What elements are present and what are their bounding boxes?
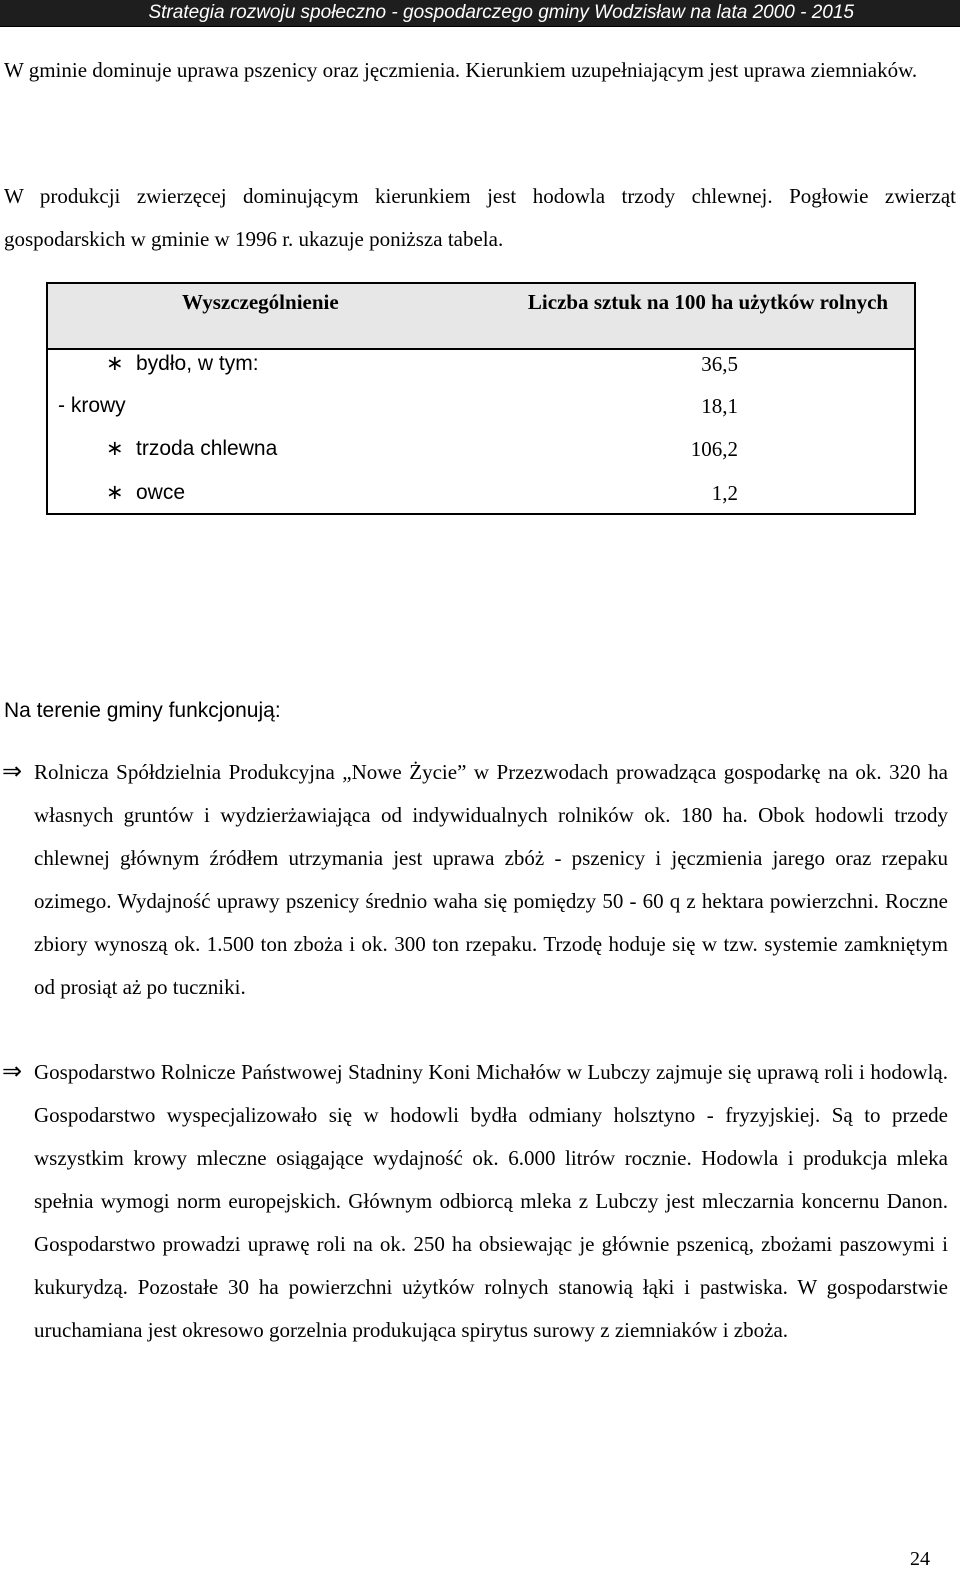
list-item-text: Gospodarstwo Rolnicze Państwowej Stadniny Koni Michałów w Lubczy zajmuje się uprawą roli i hodowlą. Gospodarstwo wyspecjalizowało się w hodowli bydła odmiany holsztyno - fryzyjskiej. Są to przede wszystkim krowy mleczne osiągające wydajność ok. 6.000 litrów rocznie. Hodowla i produkcja mleka spełnia wymogi norm europejskich. Głównym odbiorcą mleka z Lubczy jest mleczarnia koncernu Danon. Gospodarstwo prowadzi uprawę roli na ok. 250 ha obsiewając je głównie pszenicą, zbożami paszowymi i kukurydzą. Pozostałe 30 ha powierzchni użytków rolnych stanowią łąki i pastwiska. W gospodarstwie uruchamiana jest okresowo gorzelnia produkująca spirytus surowy z ziemniaków i zboża. — [34, 1060, 948, 1342]
paragraph-livestock: W produkcji zwierzęcej dominującym kierunkiem jest hodowla trzody chlewnej. Pogłowie zwierząt gospodarskich w gminie w 1996 r. ukazuje poniższa tabela. — [4, 184, 956, 251]
row-value: 36,5 — [701, 352, 738, 376]
table-header — [48, 284, 914, 350]
document-title: Strategia rozwoju społeczno - gospodarczego gminy Wodzisław na lata 2000 - 2015 — [148, 2, 854, 23]
table-row — [48, 435, 914, 475]
table-row — [48, 350, 914, 390]
list-item-text: Rolnicza Spółdzielnia Produkcyjna „Nowe Życie” w Przezwodach prowadząca gospodarkę na ok. 320 ha własnych gruntów i wydzierżawiająca od indywidualnych rolników ok. 180 ha. Obok hodowli trzody chlewnej głównym źródłem utrzymania jest uprawa zbóż - pszenicy i jęczmienia jarego oraz rzepaku ozimego. Wydajność uprawy pszenicy średnio waha się pomiędzy 50 - 60 q z hektara powierzchni. Roczne zbiory wynoszą ok. 1.500 ton zboża i ok. 300 ton rzepaku. Trzodę hoduje się w tzw. systemie zamkniętym od prosiąt aż po tuczniki. — [34, 760, 948, 999]
row-label: owce — [136, 481, 186, 504]
asterisk-bullet-icon: ∗ — [106, 437, 124, 460]
row-value: 1,2 — [711, 481, 738, 505]
row-value: 106,2 — [690, 437, 738, 461]
paragraph-intro: Na terenie gminy funkcjonują: — [4, 699, 281, 722]
page-header — [0, 0, 960, 27]
row-label: trzoda chlewna — [136, 437, 278, 460]
asterisk-bullet-icon: ∗ — [106, 481, 124, 504]
row-value: 18,1 — [701, 394, 738, 418]
page-number: 24 — [910, 1548, 930, 1570]
arrow-right-icon: ⇒ — [2, 1059, 23, 1085]
column-header-item: Wyszczególnienie — [182, 290, 339, 314]
row-label: - krowy — [58, 394, 126, 417]
table-row — [48, 392, 914, 432]
row-label: bydło, w tym: — [136, 352, 259, 375]
column-header-count: Liczba sztuk na 100 ha użytków rolnych — [527, 290, 889, 314]
asterisk-bullet-icon: ∗ — [106, 352, 124, 375]
paragraph-crops: W gminie dominuje uprawa pszenicy oraz jęczmienia. Kierunkiem uzupełniającym jest uprawa ziemniaków. — [4, 58, 918, 82]
table-row — [48, 479, 914, 519]
livestock-table — [46, 282, 916, 515]
arrow-right-icon: ⇒ — [2, 759, 23, 785]
